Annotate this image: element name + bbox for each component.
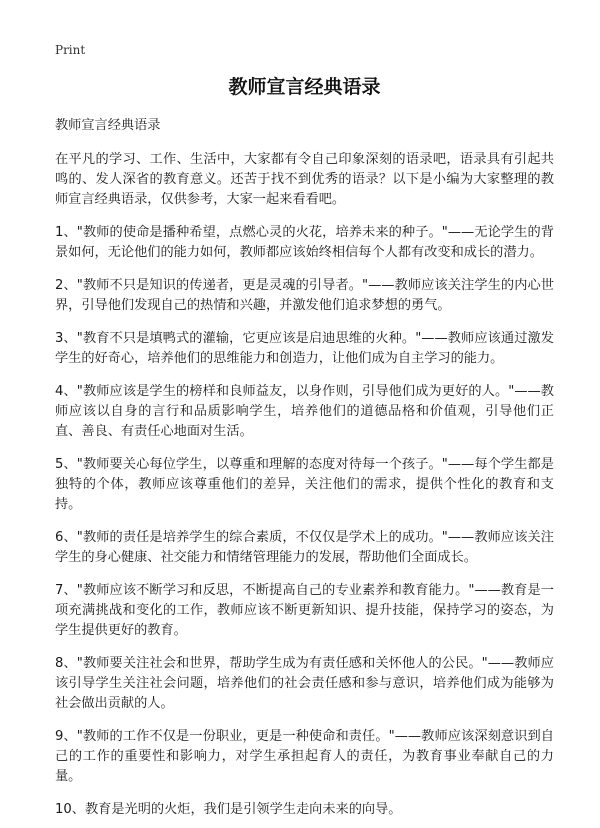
print-label[interactable]: Print <box>55 43 86 57</box>
quote-2: 2、"教师不只是知识的传递者，更是灵魂的引导者。"——教师应该关注学生的内心世界，引导他们发现自己的热情和兴趣，并激发他们追求梦想的勇气。 <box>55 278 554 313</box>
quote-9: 9、"教师的工作不仅是一份职业，更是一种使命和责任。"——教师应该深刻意识到自己的工作的重要性和影响力，对学生承担起育人的责任，为教育事业奉献自己的力量。 <box>55 729 554 784</box>
quote-8: 8、"教师要关注社会和世界，帮助学生成为有责任感和关怀他人的公民。"——教师应该引导学生关注社会问题，培养他们的社会责任感和参与意识，培养他们成为能够为社会做出贡献的人。 <box>55 656 554 711</box>
quote-7: 7、"教师应该不断学习和反思，不断提高自己的专业素养和教育能力。"——教育是一项充满挑战和变化的工作，教师应该不断更新知识、提升技能，保持学习的姿态，为学生提供更好的教育。 <box>55 583 554 638</box>
quote-3: 3、"教育不只是填鸭式的灌输，它更应该是启迪思维的火种。"——教师应该通过激发学生的好奇心，培养他们的思维能力和创造力，让他们成为自主学习的能力。 <box>55 331 554 366</box>
intro-paragraph: 在平凡的学习、工作、生活中，大家都有令自己印象深刻的语录吧，语录具有引起共鸣的、发人深省的教育意义。还苦于找不到优秀的语录？以下是小编为大家整理的教师宣言经典语录，仅供参考，大家一起来看看吧。 <box>55 152 554 207</box>
quote-6: 6、"教师的责任是培养学生的综合素质，不仅仅是学术上的成功。"——教师应该关注学生的身心健康、社交能力和情绪管理能力的发展，帮助他们全面成长。 <box>55 530 554 565</box>
quote-5: 5、"教师要关心每位学生，以尊重和理解的态度对待每一个孩子。"——每个学生都是独特的个体，教师应该尊重他们的差异，关注他们的需求，提供个性化的教育和支持。 <box>55 457 554 512</box>
quote-1: 1、"教师的使命是播种希望，点燃心灵的火花，培养未来的种子。"——无论学生的背景如何，无论他们的能力如何，教师都应该始终相信每个人都有改变和成长的潜力。 <box>55 225 554 260</box>
page-title: 教师宣言经典语录 <box>228 76 381 98</box>
article-subtitle: 教师宣言经典语录 <box>55 118 161 133</box>
quote-4: 4、"教师应该是学生的榜样和良师益友，以身作则，引导他们成为更好的人。"——教师应该以自身的言行和品质影响学生，培养他们的道德品格和价值观，引导他们正直、善良、有责任心地面对生活。 <box>55 384 554 439</box>
quote-10: 10、教育是光明的火炬，我们是引领学生走向未来的向导。 <box>55 802 402 817</box>
